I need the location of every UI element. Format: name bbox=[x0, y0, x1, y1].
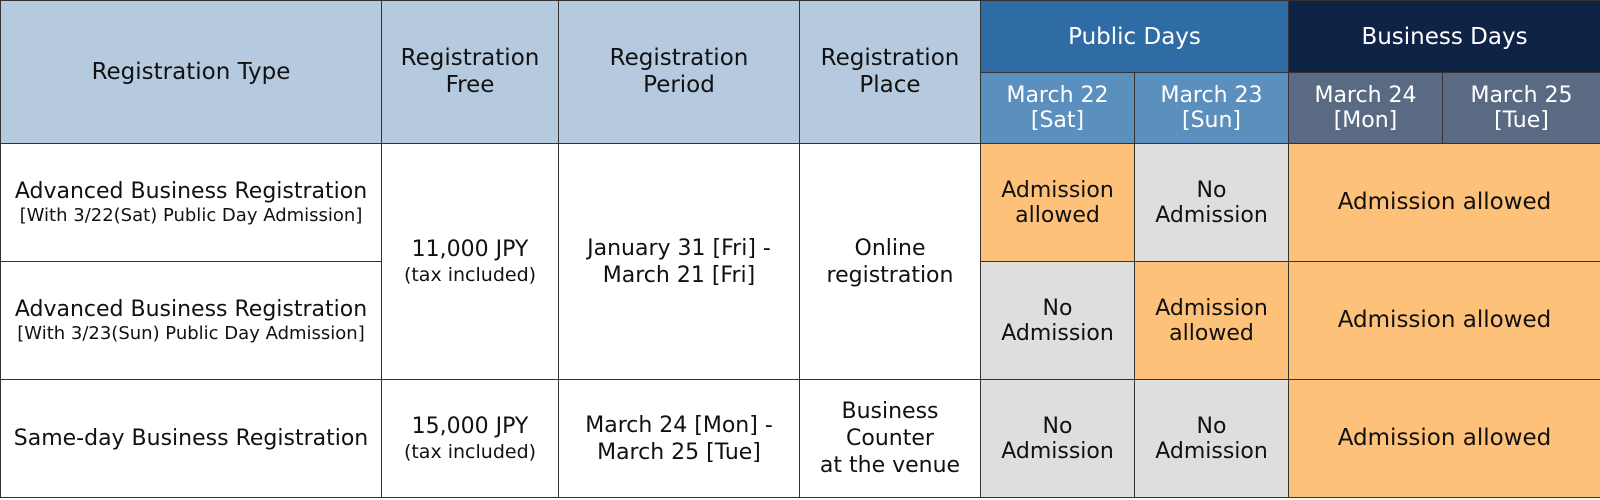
header-place-line2: Place bbox=[859, 72, 921, 98]
row1-mar23-line1: No bbox=[1196, 177, 1227, 203]
header-registration-place bbox=[800, 1, 981, 144]
header-registration-type-label: Registration Type bbox=[91, 58, 291, 85]
row2-mar22-line1: No bbox=[1042, 295, 1073, 321]
date-mar24-day: [Mon] bbox=[1333, 108, 1398, 133]
header-business-days bbox=[1289, 1, 1600, 73]
advanced-place-line1: Online bbox=[854, 235, 926, 261]
header-public-days-label: Public Days bbox=[1068, 23, 1201, 50]
row2-type-note: [With 3/23(Sun) Public Day Admission] bbox=[17, 322, 365, 344]
sameday-fee-amount: 15,000 JPY bbox=[411, 414, 529, 439]
sameday-fee bbox=[382, 380, 559, 498]
row2-mar23-line1: Admission bbox=[1155, 295, 1268, 321]
advanced-place-line2: registration bbox=[826, 262, 954, 288]
row1-mar22-status bbox=[981, 144, 1135, 262]
row2-mar22-status bbox=[981, 262, 1135, 380]
row1-mar22-line2: allowed bbox=[1015, 202, 1100, 228]
advanced-period bbox=[559, 144, 800, 380]
row3-mar22-line1: No bbox=[1042, 413, 1073, 439]
row3-type bbox=[1, 380, 382, 498]
header-period-line2: Period bbox=[643, 72, 715, 98]
row1-business-status bbox=[1289, 144, 1600, 262]
row2-mar22-line2: Admission bbox=[1001, 320, 1114, 346]
row1-type-note: [With 3/22(Sat) Public Day Admission] bbox=[19, 204, 363, 226]
advanced-period-start: January 31 [Fri] - bbox=[587, 235, 771, 261]
header-place-line1: Registration bbox=[820, 45, 960, 71]
row1-mar23-line2: Admission bbox=[1155, 202, 1268, 228]
header-date-mar23 bbox=[1135, 73, 1289, 144]
row3-mar23-line1: No bbox=[1196, 413, 1227, 439]
header-business-days-label: Business Days bbox=[1361, 23, 1528, 50]
header-period-line1: Registration bbox=[609, 45, 749, 71]
row2-type-label: Advanced Business Registration bbox=[14, 296, 368, 322]
date-mar25-label: March 25 bbox=[1470, 83, 1573, 108]
row3-mar23-status bbox=[1135, 380, 1289, 498]
row2-business-status bbox=[1289, 262, 1600, 380]
row3-mar22-status bbox=[981, 380, 1135, 498]
date-mar25-day: [Tue] bbox=[1494, 108, 1549, 133]
header-fee-line1: Registration bbox=[400, 45, 540, 71]
date-mar24-label: March 24 bbox=[1314, 83, 1417, 108]
table-row bbox=[1, 380, 1600, 498]
header-public-days bbox=[981, 1, 1289, 73]
row1-type bbox=[1, 144, 382, 262]
sameday-place-line2: Counter bbox=[846, 426, 934, 451]
sameday-fee-note: (tax included) bbox=[403, 441, 537, 463]
row3-business-label: Admission allowed bbox=[1337, 425, 1552, 451]
row3-mar23-line2: Admission bbox=[1155, 438, 1268, 464]
row3-mar22-line2: Admission bbox=[1001, 438, 1114, 464]
sameday-period-start: March 24 [Mon] - bbox=[585, 412, 773, 438]
advanced-fee-amount: 11,000 JPY bbox=[411, 237, 529, 262]
header-date-mar22 bbox=[981, 73, 1135, 144]
sameday-place-line1: Business bbox=[841, 399, 939, 424]
row1-type-label: Advanced Business Registration bbox=[14, 178, 368, 204]
advanced-fee bbox=[382, 144, 559, 380]
sameday-place-line3: at the venue bbox=[819, 453, 961, 478]
row1-mar22-line1: Admission bbox=[1001, 177, 1114, 203]
date-mar22-label: March 22 bbox=[1006, 83, 1109, 108]
sameday-period-end: March 25 [Tue] bbox=[597, 439, 761, 465]
header-date-mar24 bbox=[1289, 73, 1443, 144]
row2-mar23-status bbox=[1135, 262, 1289, 380]
header-registration-type bbox=[1, 1, 382, 144]
date-mar22-day: [Sat] bbox=[1030, 108, 1085, 133]
sameday-place bbox=[800, 380, 981, 498]
row3-type-label: Same-day Business Registration bbox=[13, 425, 369, 451]
row2-business-label: Admission allowed bbox=[1337, 307, 1552, 333]
table-row bbox=[1, 144, 1600, 262]
row1-business-label: Admission allowed bbox=[1337, 189, 1552, 215]
advanced-place bbox=[800, 144, 981, 380]
row2-mar23-line2: allowed bbox=[1169, 320, 1254, 346]
advanced-period-end: March 21 [Fri] bbox=[602, 262, 756, 288]
row1-mar23-status bbox=[1135, 144, 1289, 262]
sameday-period bbox=[559, 380, 800, 498]
advanced-fee-note: (tax included) bbox=[403, 264, 537, 286]
header-registration-period bbox=[559, 1, 800, 144]
date-mar23-day: [Sun] bbox=[1181, 108, 1242, 133]
header-registration-fee bbox=[382, 1, 559, 144]
date-mar23-label: March 23 bbox=[1160, 83, 1263, 108]
header-fee-line2: Free bbox=[445, 72, 495, 98]
header-date-mar25 bbox=[1443, 73, 1600, 144]
row3-business-status bbox=[1289, 380, 1600, 498]
row2-type bbox=[1, 262, 382, 380]
